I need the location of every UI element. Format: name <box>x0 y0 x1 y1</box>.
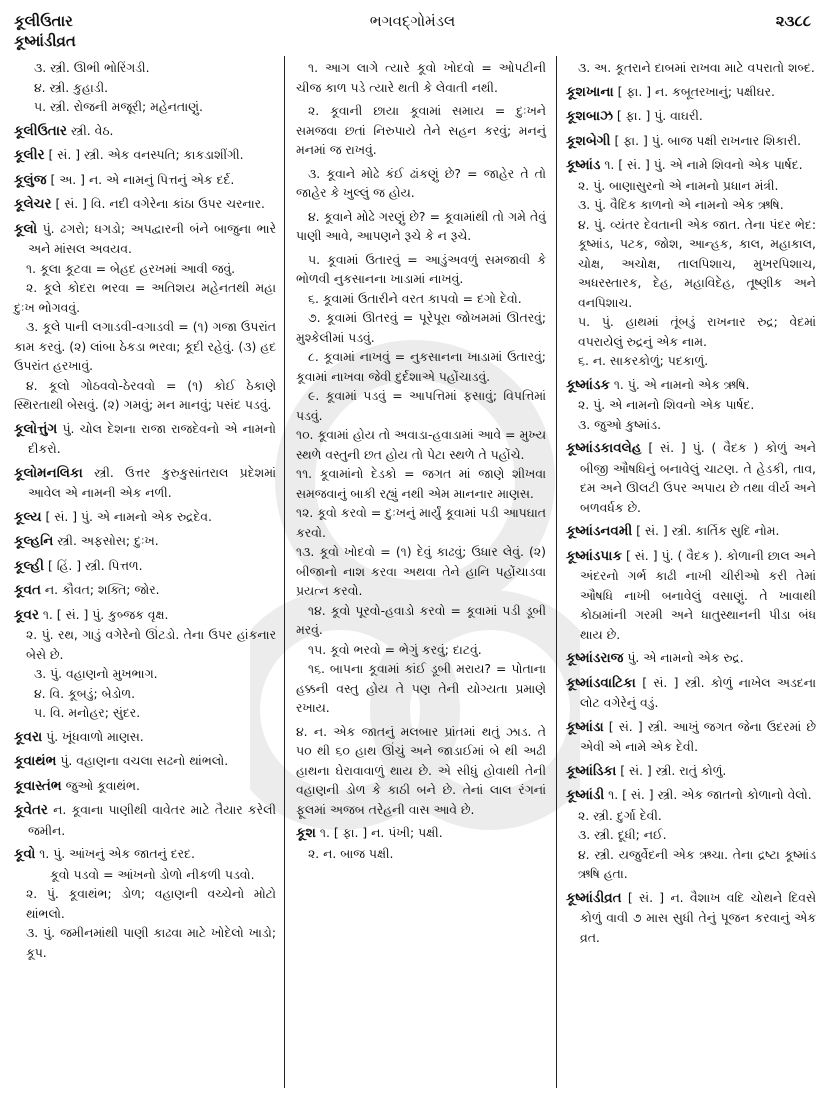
dictionary-entry <box>566 521 816 542</box>
definition: [ ફા. ] પું. વાઘરી. <box>612 108 703 123</box>
dictionary-entry <box>566 375 816 396</box>
idiom: ૪. કૂવાને મોઢે ગરણું છે? = કૂવામાંથી તો ગમે તેવું પાણી આવે, આપણને રૂચે કે ન રૂચે. <box>296 208 546 243</box>
headword: કૂષ્માંડનવમી <box>566 523 633 539</box>
dictionary-entry <box>14 751 276 772</box>
idiom: ૧. કૂલા કૂટવા = બેહદ હરખમાં આવી જવું. <box>26 260 236 276</box>
definition: [ સં. ] વિ. નદી વગેરેના કાંઠા ઉપર ચરનાર. <box>51 196 265 211</box>
column-divider <box>284 56 285 1088</box>
idiom: ૧૧. કૂવામાંનો દેડકો = જગત માં જાણે શીખવા સમજવાનું બાકી રહ્યું નથી એમ માનનાર માણસ. <box>296 466 546 501</box>
definition: [ ફા. ] પું. બાજ પક્ષી રાખનાર શિકારી. <box>610 132 802 148</box>
headword: કૂષ્માંડીવ્રત <box>566 889 622 906</box>
headword: કૂશખાના <box>566 83 614 100</box>
idiom: ૫. કૂવામાં ઉતારવું = આડુંઅવળું સમજાવી કે ભોળવી નુકસાનના ખાડામાં નાખવું. <box>296 251 546 286</box>
definition: ૧. [ ફા. ] ન. પંખી; પક્ષી. <box>315 825 443 840</box>
headword: કૂવેતર <box>14 802 48 818</box>
idiom: ૧૩. કૂવો ખોદવો = (૧) દેવું કાઢવું; ઉધાર લેવું. (૨) બીજાનો નાશ કરવા અથવા તેને હાનિ પહોંચાડવા પ્રયત્ન કરવો. <box>296 544 546 598</box>
definition: [ ફા. ] ન. કબૂતરખાનું; પક્ષીઘર. <box>613 83 775 99</box>
headword: કૂવર <box>14 606 39 623</box>
guide-word-first: કૂલીઉતાર <box>14 12 73 30</box>
headword: કૂવો <box>14 846 36 862</box>
definition: પું. ચોલ દેશના રાજા રાજદેવનો એ નામનો દીકરો. <box>28 420 276 456</box>
idiom: ૮. કૂવામાં નાખવું = નુકસાનના ખાડામાં ઉતારવું; કૂવામાં નાખવા જેવી દુર્દશાએ પહોંચાડવું. <box>296 349 546 384</box>
sense: ૪. સ્ત્રી. કુહાડી. <box>34 79 109 95</box>
idiom: ૬. કૂવામાં ઉતારીને વરત કાપવો = દગો દેવો. <box>308 290 522 306</box>
headword: કૂવત <box>14 582 41 598</box>
definition: પું. વહાણના વચલા સઢનો થાંભલો. <box>56 753 229 768</box>
dictionary-entry <box>14 605 276 626</box>
definition: ન. કૂવાના પાણીથી વાવેતર માટે તૈયાર કરેલી જમીન. <box>28 802 276 838</box>
definition: ૧. [ સં. ] પું. એ નામે શિવનો એક પાર્ષદ. <box>600 157 803 172</box>
idiom: ૩. કૂવાને મોઢે કંઈ ઢાંકણું છે? = જાહેર તે તો જાહેર કે ખુલ્લું જ હોય. <box>296 165 546 200</box>
sense: ૨. પું. બાણાસુરનો એ નામનો પ્રધાન મંત્રી. <box>578 177 779 193</box>
sense: ૩. પું. વૈદિક કાળનો એ નામનો એક ઋષિ. <box>578 197 784 212</box>
dictionary-entry <box>14 727 276 748</box>
headword: કૂષ્માંડ <box>566 157 601 173</box>
headword: કૂષ્માંડપાક <box>566 547 622 564</box>
dictionary-entry <box>566 673 816 713</box>
headword: કૂષ્માંડક <box>566 376 610 393</box>
dictionary-entry <box>14 800 276 840</box>
headword: કૂલીર <box>14 147 45 163</box>
definition: [ હિં. ] સ્ત્રી. પિત્તળ. <box>44 557 143 573</box>
definition: ૧. [ સં. ] પું. કુબ્જક વૃક્ષ. <box>38 606 169 622</box>
definition: ૧. [ સં. ] સ્ત્રી. એક જાતનો કોળાનો વેલો. <box>604 787 812 802</box>
dictionary-entry <box>566 717 816 757</box>
sense: ૩. સ્ત્રી. ઊભી ભોરિંગડી. <box>34 60 150 75</box>
sense: ૬. ન. સાકરકોળું; પદકાળું. <box>578 353 709 368</box>
definition: ૧. પું. એ નામનો એક ઋષિ. <box>609 376 750 392</box>
sense: ૫. વિ. મનોહર; સુંદર. <box>34 705 141 720</box>
headword: કૂવાસ્તંભ <box>14 777 62 794</box>
definition: [ અ. ] ન. એ નામનું પિત્તનું એક દર્દ. <box>46 171 235 187</box>
dictionary-entry <box>14 170 276 191</box>
dictionary-entry <box>566 438 816 517</box>
headword: કૂલોમનલિકા <box>14 464 83 481</box>
definition: [ સં. ] ન. વૈશાખ વદિ ચોથને દિવસે કોળું વાવી ૭ માસ સુધી તેનું પૂજન કરવાનું એક વ્રત. <box>580 889 816 945</box>
dictionary-entry <box>14 419 276 459</box>
sense: ૨. સ્ત્રી. દુર્ગા દેવી. <box>578 807 662 823</box>
headword: કૂષ્માંડરાજ <box>566 650 624 666</box>
dictionary-entry <box>566 106 816 127</box>
column-divider <box>556 56 557 1088</box>
sense: ૪. ન. એક જાતનું મલબાર પ્રાંતમાં થતું ઝાડ. તે ૫૦ થી ૬૦ હાથ ઊંચું અને જાડાઈમાં બે થી અઢી હાથના ઘેરાવાવાળું થાય છે. એ સીધું હોવાથી તેની વહાણની ડોળ કે કાઠી બને છે. તેનાં લાલ રંગનાં ફૂલમાં અજબ તરેહની વાસ આવે છે. <box>296 723 546 817</box>
sense: ૩. જુઓ કુષ્માંડ. <box>578 416 662 432</box>
headword: કૂલ્હનિ <box>14 533 54 549</box>
definition: [ સં. ] પું. ( વૈદક ). કોળાની છાલ અને અંદરનો ગર્ભ કાઢી નાખી ચીરીઓ કરી તેમાં ઔષધિ નાખી બનાવેલું વસાણું. તે ખાવાથી કોઠામાંની ગરમી અને ધાતુસ્થાનની પીડા બંધ થાય છે. <box>580 547 816 642</box>
dictionary-entry <box>14 463 276 503</box>
sense: ૨. પું. રથ, ગાડું વગેરેનો ઊંટડો. તેના ઉપર હાંકનાર બેસે છે. <box>26 627 276 662</box>
definition: સ્ત્રી. વેઠ. <box>67 122 114 138</box>
sense: ૫. પું. હાથમાં તૂંબડું રાખનાર રુદ્ર; વેદમાં વપરાયેલું રુદ્રનું એક નામ. <box>578 314 816 349</box>
headword: કૂલીઉતાર <box>14 122 68 139</box>
headword: કૂવાથંભ <box>14 753 57 769</box>
dictionary-entry <box>14 844 276 865</box>
sense: ૩. પું. વહાણનો મુખભાગ. <box>34 666 158 681</box>
guide-word-last: કૂષ્માંડીવ્રત <box>14 32 76 50</box>
sense: ૩. અ. કૂતરાને દાબમાં રાખવા માટે વપરાતો શબ્દ. <box>578 60 815 75</box>
headword: કૂશબેગી <box>566 132 611 149</box>
headword: કૂષ્માંડા <box>566 718 604 735</box>
dictionary-entry <box>14 531 276 552</box>
definition: પું. એ નામનો એક રુદ્ર. <box>623 650 744 665</box>
sense: ૨. પું. એ નામનો શિવનો એક પાર્ષદ. <box>578 397 755 412</box>
sense: ૩. પું. જમીનમાંથી પાણી કાઢવા માટે ખોદેલો ખાડો; કૂપ. <box>26 925 276 960</box>
page-number: ૨૩૮૮ <box>775 12 811 30</box>
idiom: ૨. કૂલે કોદરા ભરવા = અતિશય મહેનતથી મહા દુઃખ ભોગવવું. <box>14 280 276 315</box>
sense: ૫. સ્ત્રી. રોજની મજૂરી; મહેનતાણું. <box>34 99 203 114</box>
page-header <box>0 0 825 56</box>
dictionary-entry <box>566 888 816 948</box>
sense: ૪. વિ. કૂબડું; બેડોળ. <box>34 685 136 701</box>
headword: કૂલુંજ <box>14 171 47 188</box>
idiom: ૧૫. કૂવો ભરવો = ભેગું કરવું; દાટવું. <box>308 641 482 657</box>
idiom: ૧૪. કૂવો પૂરવો-હવાડો કરવો = કૂવામાં પડી ડૂબી મરવું. <box>296 602 546 637</box>
idiom: ૯. કૂવામાં પડવું = આપત્તિમાં ફસાવું; વિપત્તિમાં પડવું. <box>296 388 546 423</box>
headword: કૂશ <box>296 825 316 841</box>
idiom: ૨. કૂવાની છાયા કૂવામાં સમાય = દુઃખને સમજવા છતાં નિરુપાયે તેને સહન કરવું; મનનું મનમાં જ રાખવું. <box>296 103 546 157</box>
definition: [ સં. ] સ્ત્રી. એક વનસ્પતિ; કાકડાશીંગી. <box>44 147 244 162</box>
dictionary-entry <box>14 121 276 142</box>
dictionary-entry <box>296 823 546 844</box>
headword: કૂલોત્તુંગ <box>14 420 58 437</box>
idiom: ૪. કૂલો ગોઠવવો-ઠેરવવો = (૧) કોઈ ઠેકાણે સ્થિરતાથી બેસવું. (૨) ગમવું; મન માનવું; પસંદ પડવું. <box>14 377 276 412</box>
dictionary-entry <box>566 761 816 782</box>
headword: કૂષ્માંડકાવલેહ <box>566 440 642 456</box>
definition: સ્ત્રી. અફસોસ; દુઃખ. <box>53 533 159 548</box>
column-left <box>14 58 276 1110</box>
idiom: ૧૨. કૂવો કરવો = દુઃખનું માર્યું કૂવામાં પડી આપઘાત કરવો. <box>296 505 546 540</box>
dictionary-entry <box>14 580 276 601</box>
dictionary-entry <box>14 145 276 166</box>
headword: કૂશબાઝ <box>566 108 613 124</box>
sense: ૩. સ્ત્રી. દૂધી; નઈ. <box>578 827 667 842</box>
definition: પું. ખૂંધવાળો માણસ. <box>42 728 144 744</box>
dictionary-entry <box>566 155 816 176</box>
definition: [ સં. ] સ્ત્રી. રાતું કોળું. <box>616 762 727 778</box>
headword: કૂલ્ય <box>14 508 42 525</box>
dictionary-entry <box>566 648 816 669</box>
definition: પું. ઢગરો; ધગડો; અપદ્વારની બંને બાજુના ભારે અને માંસલ અવયવ. <box>28 220 276 256</box>
headword: કૂલો <box>14 220 38 237</box>
idiom: ૧૦. કૂવામાં હોય તો અવાડા-હવાડામાં આવે = મુખ્ય સ્થળે વસ્તુની છત હોય તો પેટા સ્થળે તે પહોંચે. <box>296 427 546 462</box>
sense: ૪. પું. વ્યંતર દેવતાની એક જાત. તેના પંદર ભેદ: કૂષ્માંડ, પટક, જોશ, આન્હક, કાલ, મહાકાલ, ચોક્ષ, અચોક્ષ, તાલપિશાચ, મુખરપિશાચ, અધરસ્તારક, દેહ, મહાવિદેહ, તૂષ્ણીક અને વનપિશાચ. <box>578 216 816 310</box>
headword: કૂલ્હી <box>14 557 45 574</box>
sense: ૨. ન. બાજ પક્ષી. <box>308 845 394 861</box>
headword: કૂષ્માંડિકા <box>566 762 617 779</box>
definition: સ્ત્રી. ઉત્તર કુરુકુસાંતરાલ પ્રદેશમાં આવેલ એ નામની એક નળી. <box>28 464 276 500</box>
headword: કૂલેચર <box>14 196 52 212</box>
dictionary-entry <box>566 546 816 645</box>
definition: ન. કૌવત; શક્તિ; જોર. <box>40 582 160 597</box>
column-middle <box>296 58 546 1110</box>
idiom: ૩. કૂલે પાની લગાડવી-વગાડવી = (૧) ગજા ઉપરાંત કામ કરવું. (૨) લાંબા ઠેકડા ભરવા; કૂદી રહેવું. (૩) હદ ઉપરાંત હરખાવું. <box>14 319 276 373</box>
dictionary-entry <box>14 507 276 528</box>
dictionary-entry <box>566 131 816 152</box>
definition: [ સં. ] પું. એ નામનો એક રુદ્રદેવ. <box>41 508 212 524</box>
dictionary-entry <box>14 556 276 577</box>
definition: [ સં. ] સ્ત્રી. આખું જગત જેના ઉદરમાં છે એવી એ નામે એક દેવી. <box>580 718 816 754</box>
definition: [ સં. ] પું. ( વૈદક ) કોળું અને બીજી ઔષધિનું બનાવેલું ચાટણ. તે હેડકી, તાવ, દમ અને ઊલટી ઉપર અપાય છે તથા વીર્ય અને બળવર્ધક છે. <box>580 440 816 515</box>
headword: કૂષ્માંડી <box>566 787 605 803</box>
idiom: ૧. આગ લાગે ત્યારે કૂવો ખોદવો = ઓપટીની ચીજ કાળ પડે ત્યારે થતી કે લેવાતી નથી. <box>296 60 546 95</box>
book-title: ભગવદ્ગોમંડલ <box>369 12 456 30</box>
dictionary-entry <box>14 194 276 215</box>
definition: જુઓ કૂવાથંભ. <box>61 777 140 793</box>
definition: [ સં. ] સ્ત્રી. કાર્તિક સુદિ નોમ. <box>632 523 780 538</box>
dictionary-entry <box>14 776 276 797</box>
definition: ૧. પું. આંખનું એક જાતનું દરદ. <box>35 846 195 861</box>
sense: ૪. સ્ત્રી. યજુર્વેદની એક ઋચા. તેના દ્રષ્ટા કૂષ્માંડ ઋષિ હતા. <box>578 846 816 881</box>
dictionary-entry <box>14 219 276 259</box>
dictionary-entry <box>566 82 816 103</box>
headword: કૂષ્માંડવાટિકા <box>566 674 636 691</box>
idiom: ૧૬. બાપના કૂવામાં કાંઈ ડૂબી મરાય? = પોતાના હક્કની વસ્તુ હોય તે પણ તેની યોગ્યતા પ્રમાણે રખાય. <box>296 661 546 715</box>
idiom: ૭. કૂવામાં ઊતરવું = પૂરેપૂરા જોખમમાં ઊતરવું; મુશ્કેલીમાં પડવું. <box>296 310 546 345</box>
headword: કૂવરા <box>14 728 43 745</box>
dictionary-entry <box>566 785 816 806</box>
column-right <box>566 58 816 1110</box>
idiom: કૂવો પડવો = આંખનો ડોળો નીકળી પડવો. <box>50 866 255 882</box>
definition: [ સં. ] સ્ત્રી. કોળું નાખેલ અડદના લોટ વગેરેનું વડું. <box>580 674 816 710</box>
sense: ૨. પું. કૂવાથંભ; ડોળ; વહાણની વચ્ચેનો મોટો થાંભલો. <box>26 886 276 921</box>
